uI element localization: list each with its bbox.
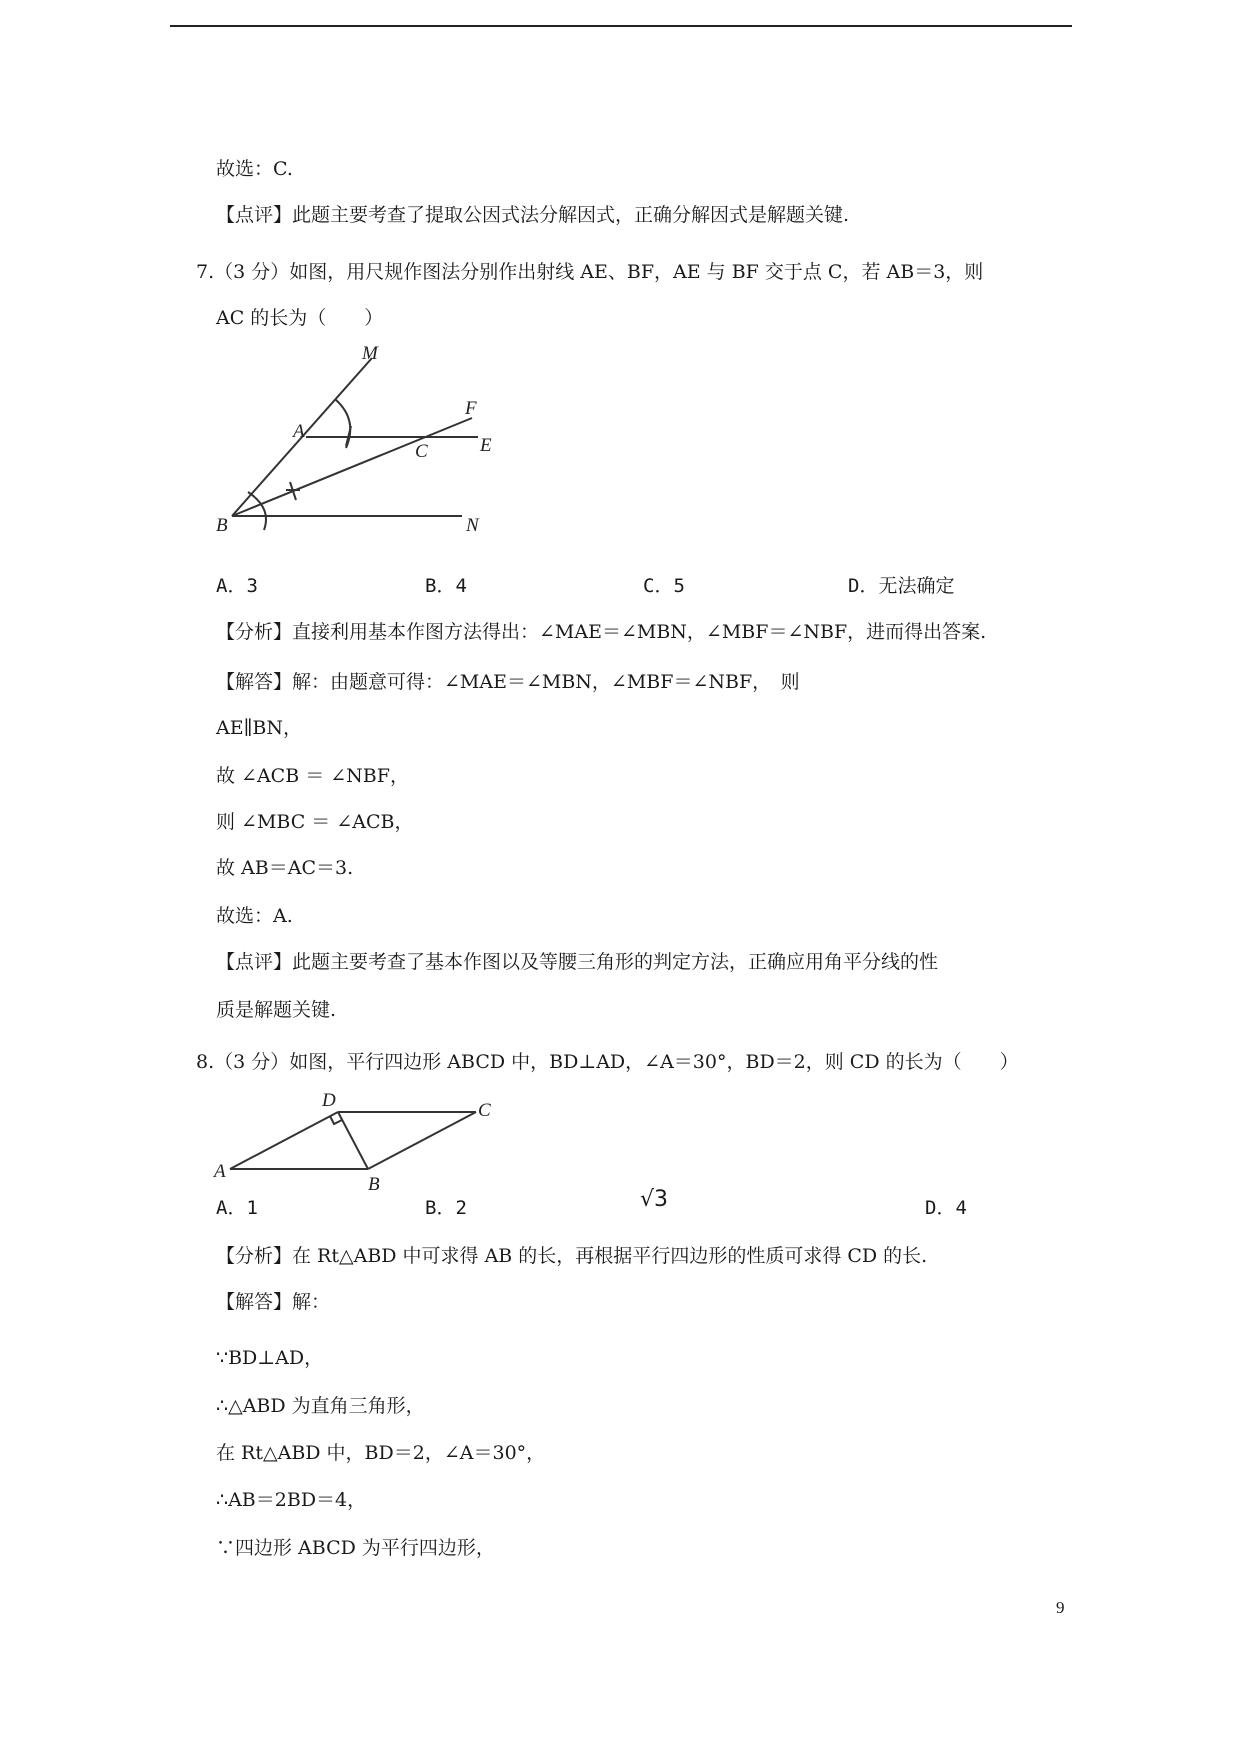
q7-solution-1: 【解答】解：由题意可得：∠MAE＝∠MBN，∠MBF＝∠NBF， 则: [216, 671, 800, 693]
label-n: N: [466, 515, 479, 536]
label-d: D: [322, 1090, 336, 1111]
q7-comment-1: 【点评】此题主要考查了基本作图以及等腰三角形的判定方法，正确应用角平分线的性: [216, 951, 939, 973]
q8-option-a: A．1: [216, 1197, 258, 1219]
label-e: E: [480, 435, 492, 456]
label-m: M: [362, 343, 378, 364]
q8-step-3: 在 Rt△ABD 中，BD＝2，∠A＝30°，: [216, 1442, 546, 1464]
q8-analysis: 【分析】在 Rt△ABD 中可求得 AB 的长，再根据平行四边形的性质可求得 CD 的长.: [216, 1245, 928, 1267]
q7-option-d: D．无法确定: [848, 575, 955, 597]
q8-option-b: B．2: [425, 1197, 467, 1219]
q6-choice: 故选：C.: [216, 158, 293, 180]
label-a: A: [293, 421, 305, 442]
q7-stem-line2: AC 的长为（ ）: [216, 307, 384, 329]
q8-option-c: √3: [640, 1187, 669, 1212]
q8-step-1: ∵BD⊥AD，: [216, 1347, 324, 1369]
side-ad: [230, 1112, 338, 1169]
diagonal-bd: [338, 1112, 368, 1169]
q8-step-2: ∴△ABD 为直角三角形，: [216, 1395, 425, 1417]
q8-solution-head: 【解答】解：: [216, 1291, 331, 1313]
q7-option-b: B．4: [425, 575, 467, 597]
q7-option-a: A．3: [216, 575, 258, 597]
label-c: C: [415, 441, 428, 462]
label-b: B: [368, 1174, 380, 1192]
label-c: C: [478, 1100, 491, 1121]
q8-option-d: D．4: [925, 1197, 967, 1219]
ray-bf: [232, 418, 472, 516]
q8-step-5: ∵四边形 ABCD 为平行四边形，: [216, 1537, 495, 1559]
q7-stem-line1: 7.（3 分）如图，用尺规作图法分别作出射线 AE、BF，AE 与 BF 交于点 C，若 AB＝3，则: [196, 261, 984, 283]
label-b: B: [216, 515, 228, 536]
page-number: 9: [1056, 1598, 1065, 1617]
q8-figure: [212, 1086, 502, 1192]
q8-step-4: ∴AB＝2BD＝4，: [216, 1489, 367, 1511]
q7-comment-2: 质是解题关键.: [216, 999, 337, 1021]
arc-b: [248, 492, 266, 530]
q7-solution-2: AE∥BN，: [216, 717, 302, 739]
q7-analysis: 【分析】直接利用基本作图方法得出：∠MAE＝∠MBN，∠MBF＝∠NBF，进而得出答案.: [216, 621, 987, 643]
header-rule: [170, 25, 1072, 27]
q7-choice: 故选：A.: [216, 905, 293, 927]
q7-solution-5: 故 AB＝AC＝3.: [216, 857, 354, 879]
q7-solution-4: 则 ∠MBC ＝ ∠ACB，: [216, 811, 414, 833]
side-cb: [368, 1112, 476, 1169]
label-a: A: [214, 1161, 226, 1182]
q7-solution-3: 故 ∠ACB ＝ ∠NBF，: [216, 765, 409, 787]
q7-option-c: C．5: [643, 575, 685, 597]
q8-stem: 8.（3 分）如图，平行四边形 ABCD 中，BD⊥AD，∠A＝30°，BD＝2，则 CD 的长为（ ）: [196, 1051, 1019, 1073]
q6-comment: 【点评】此题主要考查了提取公因式法分解因式，正确分解因式是解题关键.: [216, 204, 850, 226]
q7-figure: [210, 340, 510, 545]
label-f: F: [465, 398, 477, 419]
